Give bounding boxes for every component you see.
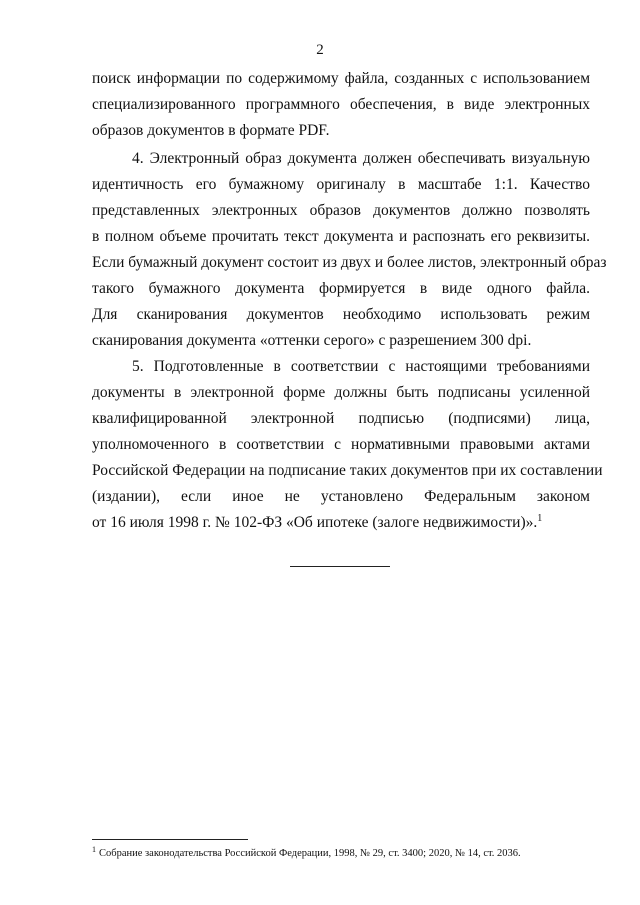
paragraph-4-line-6: такого бумажного документа формируется в виде одного файла. bbox=[92, 280, 590, 297]
paragraph-5-line-2: документы в электронной форме должны быть подписаны усиленной bbox=[92, 384, 590, 401]
footnote bbox=[92, 844, 592, 861]
paragraph-5-line-4: уполномоченного в соответствии с нормативными правовыми актами bbox=[92, 436, 590, 453]
paragraph-4-line-5: Если бумажный документ состоит из двух и более листов, электронный образ bbox=[92, 254, 607, 271]
paragraph-5-line-6: (издании), если иное не установлено Федеральным законом bbox=[92, 488, 590, 505]
paragraph-5-line-7-text: от 16 июля 1998 г. № 102-ФЗ «Об ипотеке (залоге недвижимости)». bbox=[92, 514, 538, 531]
footnote-reference: 1 bbox=[537, 512, 543, 524]
paragraph-4-line-2: идентичность его бумажному оригиналу в масштабе 1:1. Качество bbox=[92, 176, 590, 193]
paragraph-5-line-3: квалифицированной электронной подписью (подписями) лица, bbox=[92, 410, 590, 427]
paragraph-1-line-2: специализированного программного обеспечения, в виде электронных bbox=[92, 96, 590, 113]
footnote-text: Собрание законодательства Российской Федерации, 1998, № 29, ст. 3400; 2020, № 14, ст. 2036. bbox=[99, 848, 521, 859]
paragraph-1-line-1: поиск информации по содержимому файла, созданных с использованием bbox=[92, 70, 590, 87]
paragraph-4-line-7: Для сканирования документов необходимо использовать режим bbox=[92, 306, 590, 323]
section-separator bbox=[290, 566, 390, 567]
footnote-marker: 1 bbox=[92, 844, 96, 854]
page-number: 2 bbox=[316, 42, 324, 58]
paragraph-1-line-3: образов документов в формате PDF. bbox=[92, 122, 330, 139]
paragraph-5-line-7 bbox=[92, 510, 590, 536]
paragraph-4-line-4: в полном объеме прочитать текст документа и распознать его реквизиты. bbox=[92, 228, 590, 245]
paragraph-5-line-1: 5. Подготовленные в соответствии с настоящими требованиями bbox=[132, 358, 590, 375]
paragraph-4-line-3: представленных электронных образов документов должно позволять bbox=[92, 202, 590, 219]
footnote-rule bbox=[92, 839, 248, 840]
paragraph-4-line-1: 4. Электронный образ документа должен обеспечивать визуальную bbox=[132, 150, 590, 167]
paragraph-5-line-5: Российской Федерации на подписание таких документов при их составлении bbox=[92, 462, 603, 479]
paragraph-4-line-8: сканирования документа «оттенки серого» с разрешением 300 dpi. bbox=[92, 332, 532, 349]
